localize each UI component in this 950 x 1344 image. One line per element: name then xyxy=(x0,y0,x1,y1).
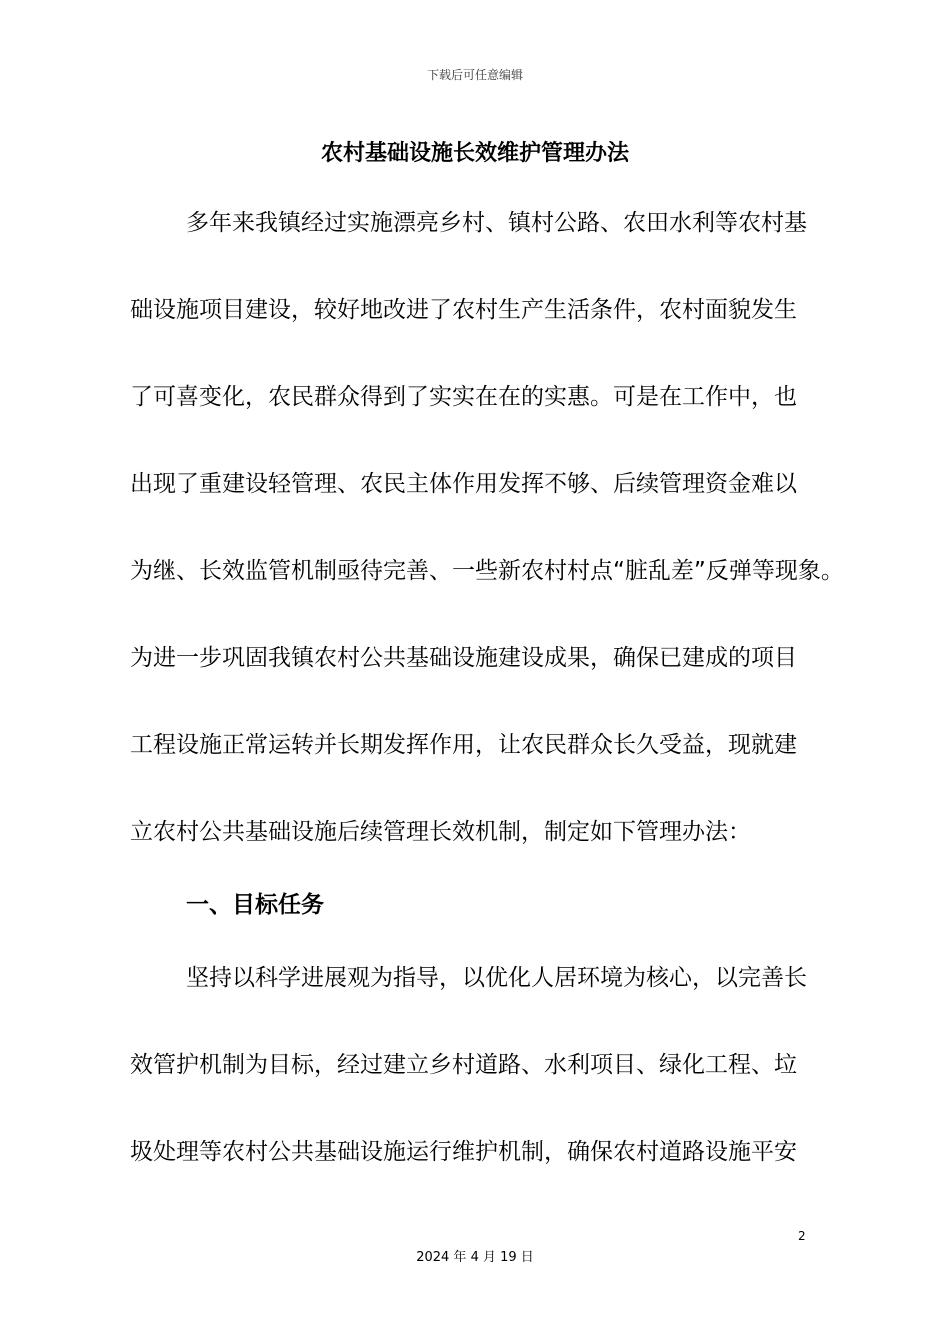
paragraph-line: 出现了重建设轻管理、农民主体作用发挥不够、后续管理资金难以 xyxy=(130,471,797,497)
paragraph-line: 效管护机制为目标，经过建立乡村道路、水利项目、绿化工程、垃 xyxy=(130,1052,797,1078)
paragraph-line: 坚持以科学进展观为指导，以优化人居环境为核心，以完善长 xyxy=(186,965,807,991)
paragraph-line: 为进一步巩固我镇农村公共基础设施建设成果，确保已建成的项目 xyxy=(130,645,797,671)
page-number: 2 xyxy=(798,1229,806,1243)
footer-date: 2024 年 4 月 19 日 xyxy=(416,1250,534,1265)
paragraph-line: 多年来我镇经过实施漂亮乡村、镇村公路、农田水利等农村基 xyxy=(186,210,807,236)
paragraph-line: 为继、长效监管机制亟待完善、一些新农村村点“脏乱差”反弹等现象。 xyxy=(130,558,844,584)
paragraph-line: 立农村公共基础设施后续管理长效机制，制定如下管理办法： xyxy=(130,819,751,845)
paragraph-line: 了可喜变化，农民群众得到了实实在在的实惠。可是在工作中，也 xyxy=(130,384,797,410)
section-heading: 一、目标任务 xyxy=(186,892,324,918)
header-note: 下载后可任意编辑 xyxy=(426,68,523,82)
paragraph-line: 工程设施正常运转并长期发挥作用，让农民群众长久受益，现就建 xyxy=(130,732,797,758)
document-title: 农村基础设施长效维护管理办法 xyxy=(320,141,629,166)
paragraph-line: 圾处理等农村公共基础设施运行维护机制，确保农村道路设施平安 xyxy=(130,1139,797,1165)
paragraph-line: 础设施项目建设，较好地改进了农村生产生活条件，农村面貌发生 xyxy=(130,297,797,323)
